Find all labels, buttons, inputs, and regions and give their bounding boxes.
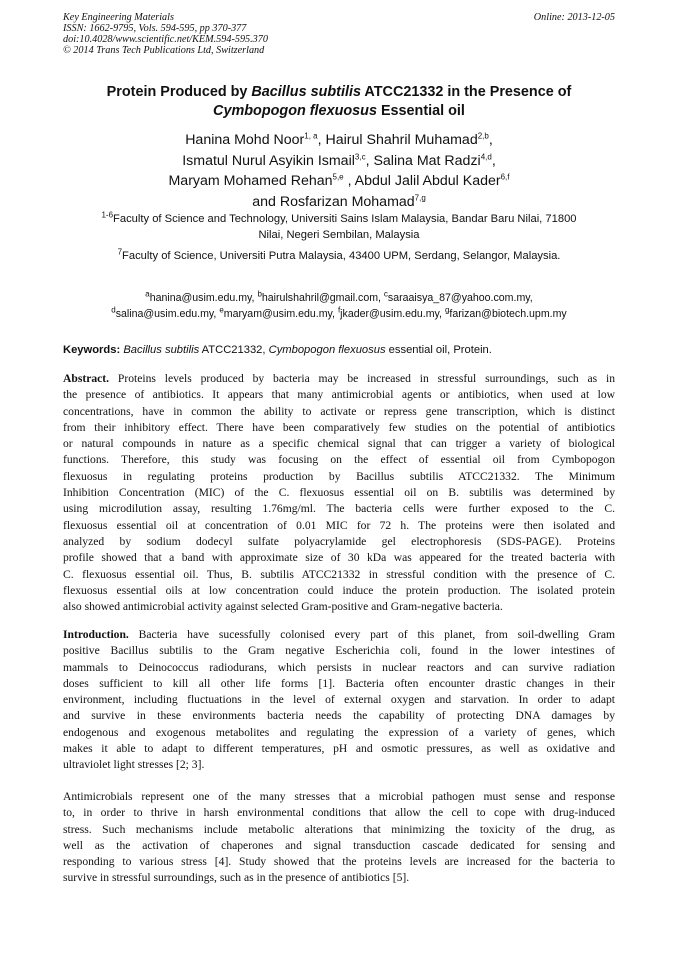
author-sup: 2,b: [477, 131, 489, 141]
keywords-label: Keywords:: [63, 344, 124, 356]
text-line: positive Bacillus subtilis to the Gram negative Escherichia coli, found in the lower intestines of: [63, 644, 615, 658]
affiliation-text: Faculty of Science, Universiti Putra Malaysia, 43400 UPM, Serdang, Selangor, Malaysia.: [122, 250, 561, 262]
affiliation-2: [63, 248, 615, 264]
title-part: Protein Produced by: [106, 84, 252, 100]
author-sup: 1, a: [304, 131, 318, 141]
author-sep: ,: [317, 132, 326, 148]
email-address: saraaisya_87@yahoo.com.my,: [387, 292, 533, 304]
author-name: Hanina Mohd Noor: [185, 132, 305, 148]
author-sup: 3,c: [354, 151, 366, 161]
author-sep: ,: [491, 152, 496, 169]
text-line: mammals to Deinococcus radiodurans, which persists in nuclear reactors and can survive radiation: [63, 660, 615, 674]
text-line: from their inhibitory effect. There have been comparatively few studies on the potential of antibiotics: [63, 420, 615, 434]
email-sup: f: [337, 305, 341, 315]
journal-name: Key Engineering Materials: [63, 12, 174, 23]
keyword-italic: Cymbopogon flexuosus: [268, 344, 386, 356]
text-line: ultraviolet light stresses [2; 3].: [63, 758, 205, 772]
paper-title: [63, 83, 615, 121]
keyword: essential oil, Protein.: [385, 344, 492, 356]
text-line: also showed antimicrobial activity against selected Gram-positive and Gram-negative bacteria.: [63, 600, 503, 614]
author-sup: 5,e: [332, 172, 344, 182]
affiliation-1: [63, 211, 615, 243]
text-line: environment, including fluctuations in the level of external oxygen and starvation. In order to adapt: [63, 693, 615, 707]
email-sup: b: [257, 289, 262, 299]
text-line: functions. Therefore, this study was focusing on the effect of essential oil from Cymbopogon: [63, 453, 615, 467]
text-line: flexuosus essential oils at low concentration could induce the protein production. The isolated protein: [63, 583, 615, 597]
author-sup: 7,g: [414, 192, 426, 202]
line-text: Proteins levels produced by bacteria may be increased in stressful surroundings, such as in: [109, 372, 615, 385]
author-sep: ,: [365, 152, 374, 169]
text-line: makes it able to adapt to different temperatures, pH and osmotic pressures, as well as oxidative and: [63, 742, 615, 756]
text-line: responding to various stress [4]. Study showed that the proteins levels are increased for the bacteria to: [63, 855, 615, 869]
text-line: or natural compounds in nature as a specific chemical signal that can trigger a variety of biological: [63, 437, 615, 451]
email-sup: g: [444, 305, 450, 315]
email-address: maryam@usim.edu.my,: [223, 308, 338, 320]
email-address: salina@usim.edu.my,: [115, 308, 220, 320]
text-line: using microdilution assay, resulting 1.76mg/ml. The bacteria cells were further exposed to the C.: [63, 502, 615, 516]
email-address: hairulshahril@gmail.com,: [261, 292, 384, 304]
email-address: hanina@usim.edu.my,: [149, 292, 258, 304]
journal-copyright: © 2014 Trans Tech Publications Ltd, Switzerland: [63, 45, 265, 56]
abstract-label: Abstract.: [63, 372, 110, 385]
email-address: farizan@biotech.upm.my: [449, 308, 567, 320]
text-line: profile showed that a band with approximate size of 30 kDa was appeared for the treated bacteria with: [63, 551, 615, 565]
author-name: Abdul Jalil Abdul Kader: [354, 173, 501, 189]
author-sep: ,: [343, 173, 355, 189]
online-date: Online: 2013-12-05: [533, 12, 615, 23]
text-line: analyzed by sodium dodecyl sulfate polyacrylamide gel electrophoresis (SDS-PAGE). Proteins: [63, 534, 615, 548]
text-line: endogenous and exogenous metabolites and regulating the expression of a variety of genes, which: [63, 725, 615, 739]
email-sup: d: [111, 305, 116, 315]
author-name: Hairul Shahril Muhamad: [325, 132, 478, 148]
abstract-paragraph: [63, 371, 615, 615]
title-species: Bacillus subtilis: [251, 84, 361, 100]
body-paragraph: [63, 789, 615, 887]
author-name: Maryam Mohamed Rehan: [168, 173, 333, 189]
author-sup: 6,f: [500, 172, 510, 182]
text-line: to, in order to thrive in harsh environmental conditions that allow the cell to cope with drug-induced: [63, 806, 615, 820]
affiliation-text: Nilai, Negeri Sembilan, Malaysia: [258, 229, 420, 241]
email-list: [63, 290, 615, 322]
introduction-label: Introduction.: [63, 628, 129, 641]
journal-issn: ISSN: 1662-9795, Vols. 594-595, pp 370-377: [63, 23, 247, 34]
text-line: flexuosus essential oil at concentration of 0.01 MIC for 72 h. The proteins were then isolated and: [63, 518, 615, 532]
author-sep: ,: [488, 132, 493, 148]
title-plant: Cymbopogon flexuosus: [213, 103, 377, 119]
text-line: well as the activation of chaperones and signal transduction cascade dedicated for sensing and: [63, 838, 615, 852]
author-and: and: [252, 193, 280, 210]
text-line: concentrations, have in common the ability to activate or repress gene transcription, which is distinct: [63, 404, 615, 418]
title-part: Essential oil: [376, 103, 465, 119]
author-name: Ismatul Nurul Asyikin Ismail: [182, 152, 355, 169]
keyword-italic: Bacillus subtilis: [123, 344, 200, 356]
text-line: flexuosus in regulating proteins production by Bacillus subtilis ATCC21332. The Minimum: [63, 469, 615, 483]
author-name: Salina Mat Radzi: [373, 152, 481, 169]
email-sup: a: [145, 289, 150, 299]
journal-doi: doi:10.4028/www.scientific.net/KEM.594-595.370: [63, 34, 268, 45]
email-sup: e: [219, 305, 224, 315]
text-line: Inhibition Concentration (MIC) of the C. flexuosus essential oil on B. subtilis was determined by: [63, 486, 615, 500]
journal-header: [63, 12, 615, 56]
email-address: jkader@usim.edu.my,: [340, 308, 445, 320]
keyword: ATCC21332,: [199, 344, 269, 356]
text-line: and survive in these environments bacteria needs the capability of protecting DNA damages by: [63, 709, 615, 723]
text-line: C. flexuosus essential oil. Thus, B. subtilis ATCC21332 in stressful condition with the presence of C.: [63, 567, 615, 581]
introduction-paragraph: [63, 627, 615, 774]
author-sup: 4,d: [480, 151, 492, 161]
affiliation-sup: 1-6: [101, 210, 114, 220]
line-text: Bacteria have sucessfully colonised every part of this planet, from soil-dwelling Gram: [128, 628, 615, 641]
text-line: survive in stressful surroundings, such as in the presence of antibiotics [5].: [63, 871, 410, 885]
author-name: Rosfarizan Mohamad: [279, 193, 415, 210]
text-line: [63, 627, 615, 643]
affiliation-sup: 7: [117, 247, 123, 257]
text-line: the presence of antibiotics. It appears that many antimicrobial agents or antibiotics, when used at low: [63, 388, 615, 402]
keywords: [63, 342, 615, 358]
author-list: [63, 130, 615, 212]
title-part: ATCC21332 in the Presence of: [360, 84, 572, 100]
email-sup: c: [383, 289, 388, 299]
text-line: doses sufficient to kill all other life forms [1]. Bacteria often encounter drastic changes in their: [63, 676, 615, 690]
text-line: stress. Such mechanisms include metabolic alterations that minimizing the toxicity of the drug, as: [63, 822, 615, 836]
affiliation-text: Faculty of Science and Technology, Universiti Sains Islam Malaysia, Bandar Baru Nilai, 71800: [113, 213, 577, 225]
text-line: Antimicrobials represent one of the many stresses that a microbial pathogen must sense and response: [63, 790, 615, 803]
text-line: [63, 371, 615, 387]
